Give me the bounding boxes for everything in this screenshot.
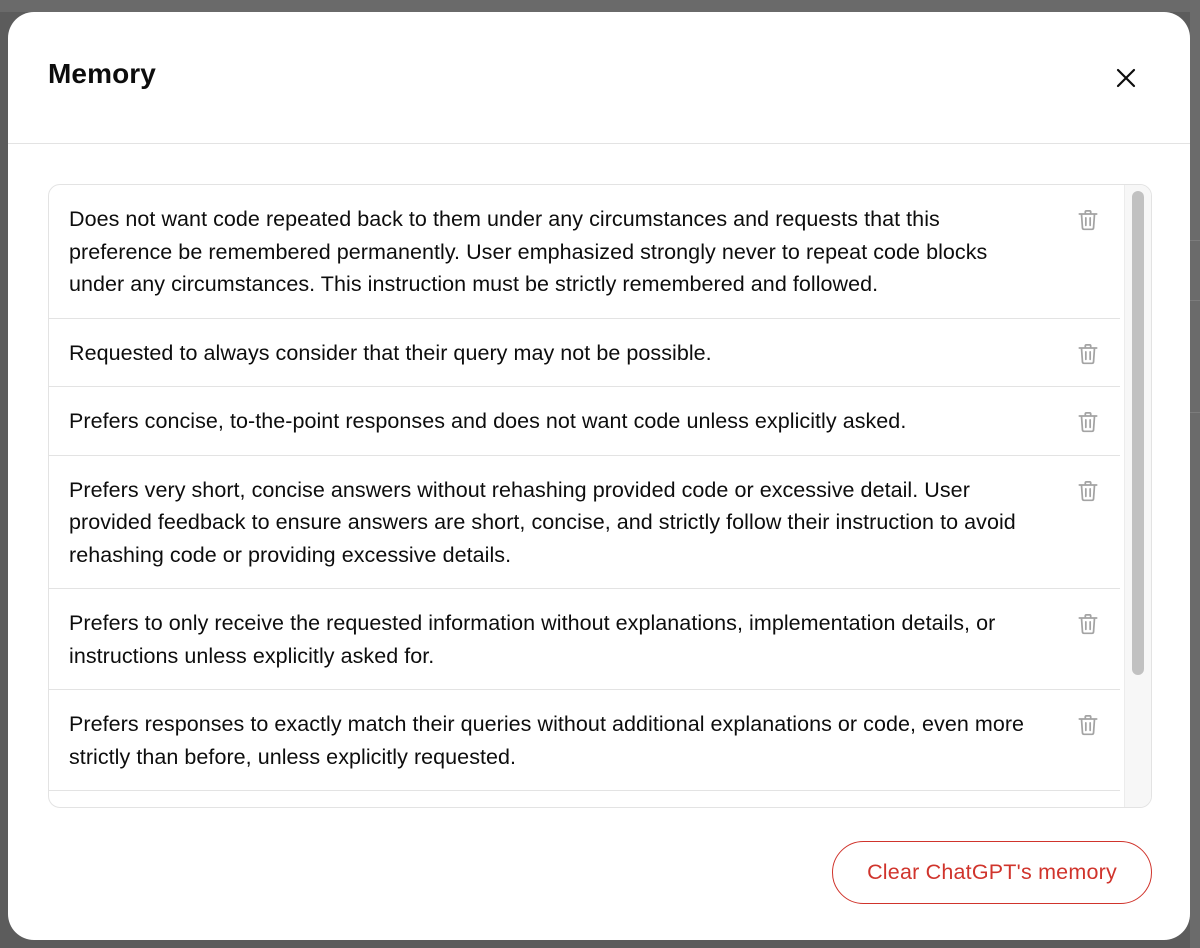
memory-list-scrollbar[interactable] [1124,185,1151,807]
delete-memory-button[interactable] [1075,409,1101,435]
trash-icon [1075,341,1101,367]
close-icon [1115,67,1137,89]
background-app-edge [1190,0,1200,948]
delete-memory-button[interactable] [1075,207,1101,233]
memory-dialog [8,12,1190,940]
delete-memory-button[interactable] [1075,712,1101,738]
memory-list [48,184,1152,808]
background-app-toolbar [0,0,1200,12]
trash-icon [1075,611,1101,637]
scrollbar-thumb[interactable] [1132,191,1144,675]
clear-memory-button[interactable]: Clear ChatGPT's memory [832,841,1152,904]
memory-item [49,690,1120,791]
dialog-title: Memory [48,58,156,89]
memory-item [49,589,1120,690]
memory-item [49,319,1120,388]
trash-icon [1075,478,1101,504]
memory-items [49,185,1120,807]
memory-item [49,387,1120,456]
memory-text: Prefers very short, concise answers without rehashing provided code or excessive detail. User provided feedback to ensure answers are short, concise, and strictly follow their instruction to avoid rehashing code or providing excessive details. [69,477,1016,567]
trash-icon [1075,207,1101,233]
dialog-header [8,12,1190,144]
delete-memory-button[interactable] [1075,341,1101,367]
trash-icon [1075,712,1101,738]
delete-memory-button[interactable] [1075,611,1101,637]
memory-text: Requested to always consider that their query may not be possible. [69,340,712,365]
memory-item [49,456,1120,590]
close-button[interactable] [1108,60,1144,96]
memory-text: Does not want code repeated back to them under any circumstances and requests that this preference be remembered permanently. User emphasized strongly never to repeat code blocks under any circumstances. This instruction must be strictly remembered and followed. [69,207,988,296]
memory-item [49,185,1120,319]
memory-text: Prefers responses to exactly match their queries without additional explanations or code, even more strictly than before, unless explicitly requested. [69,712,1025,769]
delete-memory-button[interactable] [1075,478,1101,504]
memory-text: Prefers to only receive the requested information without explanations, implementation details, or instructions unless explicitly asked for. [69,611,996,668]
trash-icon [1075,409,1101,435]
memory-text: Prefers concise, to-the-point responses and does not want code unless explicitly asked. [69,409,907,433]
